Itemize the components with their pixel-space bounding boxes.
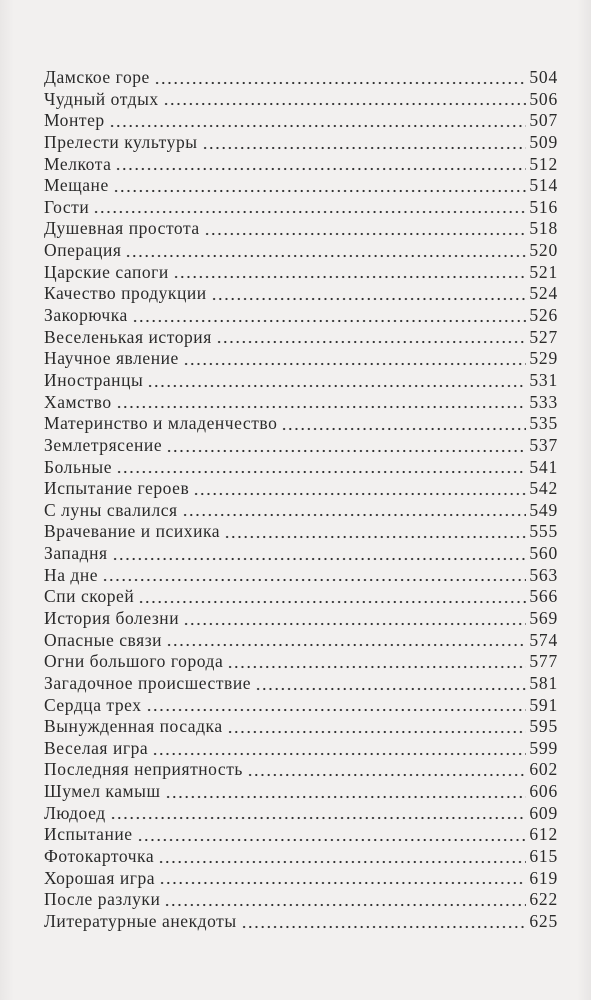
- toc-entry: [44, 760, 558, 782]
- toc-entry-page: 555: [529, 521, 558, 542]
- dot-leader: [204, 218, 527, 240]
- toc-entry-title: Загадочное происшествие: [44, 672, 252, 693]
- toc-entry: [44, 435, 558, 457]
- toc-entry: [44, 327, 558, 349]
- toc-entry-page: 563: [529, 564, 558, 585]
- toc-entry: [44, 630, 558, 652]
- toc-entry-page: 577: [529, 651, 558, 672]
- toc-entry: [44, 500, 558, 522]
- dot-leader: [115, 154, 526, 176]
- toc-entry: [44, 651, 558, 673]
- dot-leader: [116, 457, 526, 479]
- toc-entry-title: Хорошая игра: [44, 867, 156, 888]
- dot-leader: [132, 305, 527, 327]
- toc-entry: [44, 889, 558, 911]
- toc-entry-title: Чудный отдых: [44, 88, 159, 109]
- toc-entry: [44, 543, 558, 565]
- toc-entry: [44, 305, 558, 327]
- toc-entry-page: 518: [529, 218, 558, 239]
- toc-entry-page: 504: [529, 66, 558, 87]
- toc-entry-page: 625: [529, 910, 558, 931]
- toc-entry-title: Монтер: [44, 110, 105, 131]
- toc-entry-page: 569: [529, 608, 558, 628]
- toc-entry-page: 529: [529, 348, 558, 369]
- dot-leader: [166, 630, 526, 652]
- dot-leader: [112, 543, 527, 565]
- toc-entry: [44, 911, 558, 933]
- toc-entry-title: Качество продукции: [44, 283, 207, 304]
- dot-leader: [164, 889, 526, 911]
- toc-entry-page: 541: [529, 456, 558, 477]
- toc-entry-title: Материнство и младенчество: [44, 413, 278, 434]
- toc-entry-page: 524: [529, 283, 558, 304]
- toc-entry-page: 521: [529, 261, 558, 282]
- toc-entry-title: Дамское горе: [44, 66, 150, 87]
- toc-entry-page: 581: [529, 672, 558, 693]
- toc-entry: [44, 673, 558, 695]
- dot-leader: [227, 716, 527, 738]
- toc-entry-page: 507: [529, 110, 558, 131]
- toc-entry-title: После разлуки: [44, 889, 161, 910]
- dot-leader: [159, 868, 526, 890]
- toc-entry-title: Землетрясение: [44, 434, 163, 455]
- toc-entry-title: Шумел камыш: [44, 781, 161, 802]
- toc-entry-title: Людоед: [44, 802, 106, 823]
- dot-leader: [154, 67, 526, 89]
- toc-entry: [44, 197, 558, 219]
- toc-entry: [44, 781, 558, 803]
- dot-leader: [183, 348, 526, 370]
- toc-entry: [44, 110, 558, 132]
- toc-entry: [44, 716, 558, 738]
- toc-entry: [44, 370, 558, 392]
- dot-leader: [166, 435, 526, 457]
- toc-entry: [44, 824, 558, 846]
- toc-entry-title: Хамство: [44, 391, 112, 412]
- toc-entry-page: 591: [529, 694, 558, 715]
- dot-leader: [110, 803, 527, 825]
- dot-leader: [158, 846, 526, 868]
- toc-entry-title: Западня: [44, 543, 108, 564]
- dot-leader: [138, 586, 526, 608]
- toc-entry-title: Царские сапоги: [44, 261, 169, 282]
- toc-entry-page: 606: [529, 781, 558, 802]
- toc-entry-page: 535: [529, 413, 558, 434]
- toc-entry-page: 615: [529, 846, 558, 867]
- dot-leader: [255, 673, 526, 695]
- toc-entry: [44, 457, 558, 479]
- toc-entry-title: Гости: [44, 196, 90, 217]
- toc-entry-page: 509: [529, 131, 558, 152]
- toc-entry: [44, 565, 558, 587]
- toc-entry-page: 602: [529, 759, 558, 780]
- dot-leader: [109, 110, 527, 132]
- toc-entry-page: 542: [529, 478, 558, 499]
- toc-entry: [44, 392, 558, 414]
- toc-entry: [44, 89, 558, 111]
- dot-leader: [146, 695, 527, 717]
- toc-entry: [44, 586, 558, 608]
- toc-entry-title: С луны свалился: [44, 499, 178, 520]
- toc-entry: [44, 478, 558, 500]
- toc-entry-title: Вынужденная посадка: [44, 716, 223, 737]
- toc-entry: [44, 132, 558, 154]
- toc-entry: [44, 262, 558, 284]
- toc-entry: [44, 348, 558, 370]
- toc-entry-title: Душевная простота: [44, 218, 200, 239]
- dot-leader: [116, 392, 527, 414]
- toc-entry-page: 595: [529, 716, 558, 737]
- dot-leader: [125, 240, 526, 262]
- toc-entry-page: 506: [529, 88, 558, 109]
- toc-entry-title: Последняя неприятность: [44, 759, 243, 780]
- toc-entry-title: Веселенькая история: [44, 326, 212, 347]
- toc-entry-title: Иностранцы: [44, 369, 144, 390]
- dot-leader: [183, 608, 526, 630]
- toc-entry-title: Огни большого города: [44, 651, 224, 672]
- toc-entry: [44, 413, 558, 435]
- toc-entry-title: Врачевание и психика: [44, 521, 221, 542]
- toc-entry: [44, 868, 558, 890]
- toc-entry: [44, 608, 558, 630]
- dot-leader: [173, 262, 527, 284]
- dot-leader: [193, 478, 526, 500]
- toc-entry: [44, 521, 558, 543]
- toc-entry-title: Мещане: [44, 175, 109, 196]
- toc-entry-page: 531: [529, 369, 558, 390]
- toc-entry-title: История болезни: [44, 608, 180, 628]
- toc-entry-title: Закорючка: [44, 305, 128, 326]
- dot-leader: [224, 521, 526, 543]
- toc-entry-title: Опасные связи: [44, 629, 163, 650]
- toc-entry-title: Мелкота: [44, 153, 112, 174]
- dot-leader: [211, 283, 527, 305]
- dot-leader: [216, 327, 527, 349]
- toc-entry-title: На дне: [44, 564, 99, 585]
- toc-entry-page: 619: [529, 867, 558, 888]
- toc-entry-title: Спи скорей: [44, 586, 135, 607]
- dot-leader: [152, 738, 526, 760]
- dot-leader: [102, 565, 526, 587]
- toc-entry-page: 566: [529, 586, 558, 607]
- dot-leader: [281, 413, 526, 435]
- toc-entry-page: 514: [529, 175, 558, 196]
- toc-entry-title: Прелести культуры: [44, 131, 198, 152]
- toc-entry: [44, 67, 558, 89]
- dot-leader: [241, 911, 527, 933]
- toc-entry: [44, 175, 558, 197]
- toc-entry-title: Веселая игра: [44, 737, 149, 758]
- toc-entry: [44, 803, 558, 825]
- toc-entry-page: 520: [529, 240, 558, 261]
- toc-entry-title: Испытание героев: [44, 478, 190, 499]
- toc-entry-page: 549: [529, 499, 558, 520]
- dot-leader: [137, 824, 527, 846]
- toc-entry-page: 533: [529, 391, 558, 412]
- toc-entry-page: 560: [529, 543, 558, 564]
- table-of-contents: [44, 67, 558, 933]
- toc-entry: [44, 846, 558, 868]
- dot-leader: [202, 132, 527, 154]
- toc-entry: [44, 154, 558, 176]
- toc-entry: [44, 738, 558, 760]
- toc-entry-page: 574: [529, 629, 558, 650]
- toc-entry-page: 612: [529, 824, 558, 845]
- dot-leader: [113, 175, 527, 197]
- toc-entry-title: Испытание: [44, 824, 133, 845]
- toc-entry-page: 526: [529, 305, 558, 326]
- dot-leader: [227, 651, 526, 673]
- toc-entry-title: Больные: [44, 456, 113, 477]
- toc-entry-page: 516: [529, 196, 558, 217]
- toc-entry-title: Литературные анекдоты: [44, 910, 237, 931]
- dot-leader: [147, 370, 526, 392]
- toc-entry-title: Научное явление: [44, 348, 179, 369]
- toc-entry-title: Фотокарточка: [44, 846, 155, 867]
- dot-leader: [182, 500, 527, 522]
- dot-leader: [247, 760, 526, 782]
- toc-entry-page: 537: [529, 434, 558, 455]
- toc-entry-page: 622: [529, 889, 558, 910]
- toc-entry-page: 512: [529, 153, 558, 174]
- toc-entry: [44, 240, 558, 262]
- toc-entry: [44, 695, 558, 717]
- toc-entry: [44, 283, 558, 305]
- toc-entry: [44, 218, 558, 240]
- toc-entry-page: 527: [529, 326, 558, 347]
- toc-entry-title: Операция: [44, 240, 122, 261]
- toc-entry-page: 609: [529, 802, 558, 823]
- dot-leader: [165, 781, 527, 803]
- toc-entry-page: 599: [529, 737, 558, 758]
- dot-leader: [93, 197, 526, 219]
- dot-leader: [163, 89, 527, 111]
- toc-entry-title: Сердца трех: [44, 694, 142, 715]
